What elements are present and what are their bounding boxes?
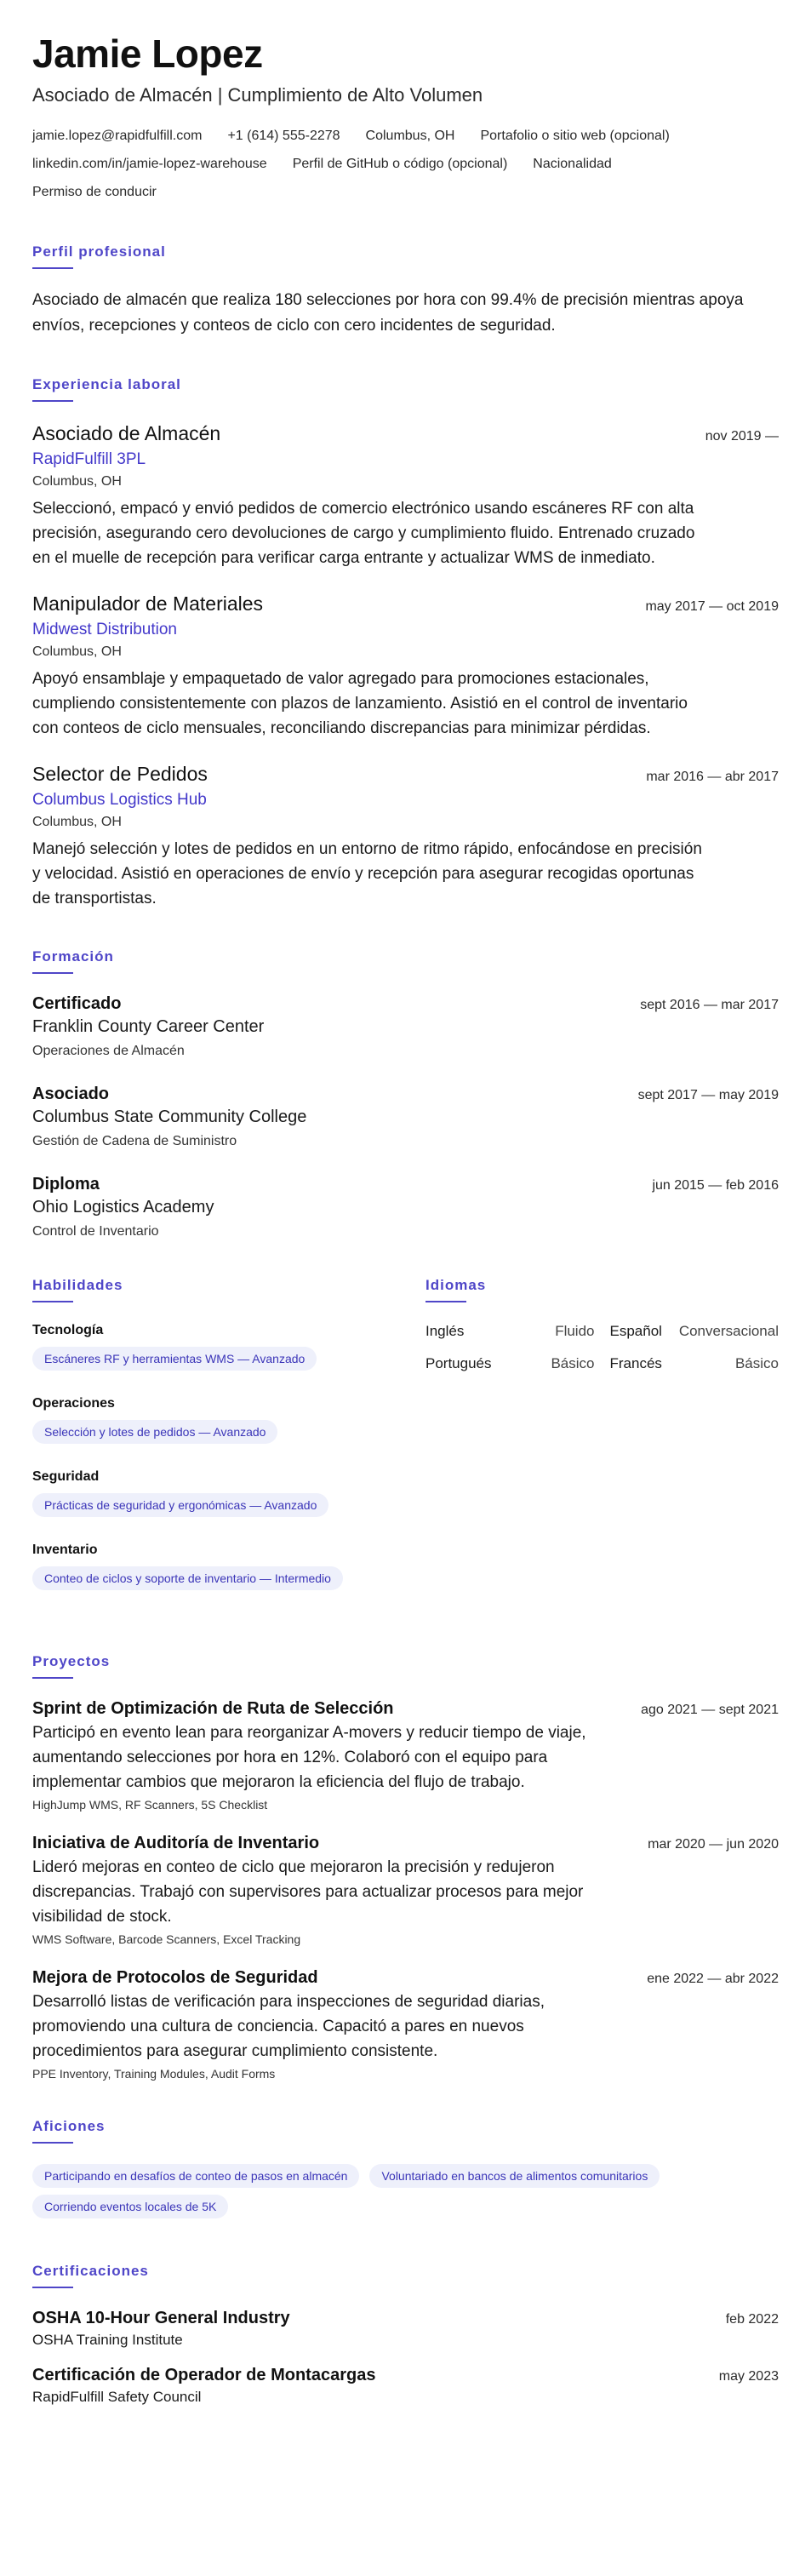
education-field: Gestión de Cadena de Suministro [32, 1133, 237, 1148]
section-title: Proyectos [32, 1652, 111, 1669]
skill-group [32, 1323, 425, 1377]
hobby-pill: Participando en desafíos de conteo de pasos en almacén [32, 2164, 359, 2188]
language-item [425, 1323, 595, 1340]
education-section [32, 948, 779, 1239]
job-location: Columbus, OH [32, 473, 122, 489]
section-divider [32, 2142, 73, 2144]
experience-section [32, 376, 779, 911]
section-divider [425, 1301, 466, 1302]
job-location: Columbus, OH [32, 814, 122, 829]
language-level: Básico [734, 1354, 779, 1371]
skill-pill: Selección y lotes de pedidos — Avanzado [32, 1420, 277, 1444]
skill-group [32, 1469, 425, 1524]
education-entry [32, 1175, 779, 1239]
hobby-pill: Corriendo eventos locales de 5K [32, 2195, 228, 2218]
language-item [425, 1355, 595, 1372]
education-school: Ohio Logistics Academy [32, 1197, 214, 1216]
skill-pill: Prácticas de seguridad y ergonómicas — Avanzado [32, 1493, 328, 1517]
certification-date: feb 2022 [725, 2311, 779, 2327]
section-title: Aficiones [32, 2117, 106, 2134]
contact-email[interactable]: jamie.lopez@rapidfulfill.com [32, 128, 203, 143]
education-school: Columbus State Community College [32, 1107, 307, 1126]
contact-linkedin[interactable]: linkedin.com/in/jamie-lopez-warehouse [32, 156, 267, 171]
job-description: Manejó selección y lotes de pedidos en un entorno de ritmo rápido, enfocándose en precisión y velocidad. Asistió en operaciones de envío y recepción para asegurar recogidas oportunas de transportistas. [32, 839, 702, 907]
education-school: Franklin County Career Center [32, 1016, 265, 1036]
certification-issuer: RapidFulfill Safety Council [32, 2388, 202, 2405]
candidate-name: Jamie Lopez [32, 31, 263, 76]
section-divider [32, 1677, 73, 1679]
summary-text: Asociado de almacén que realiza 180 selecciones por hora con 99.4% de precisión mientras apoya envíos, recepciones y conteos de ciclo con cero incidentes de seguridad. [32, 290, 744, 335]
job-company: Midwest Distribution [32, 620, 177, 638]
job-description: Apoyó ensamblaje y empaquetado de valor agregado para promociones estacionales, cumpliendo consistentemente con plazos de lanzamiento. Asistió en el control de inventario con conteos de ciclo mensuales, reconciliando discrepancias para minimizar pérdidas. [32, 669, 688, 737]
project-dates: ene 2022 — abr 2022 [647, 1971, 779, 1986]
certification-name: OSHA 10-Hour General Industry [32, 2308, 290, 2327]
language-name: Español [609, 1322, 662, 1339]
project-tools: PPE Inventory, Training Modules, Audit Forms [32, 2066, 276, 2081]
section-divider [32, 1301, 73, 1302]
language-list [425, 1323, 779, 1372]
summary-section [32, 243, 779, 339]
language-level: Conversacional [678, 1322, 779, 1339]
contact-github[interactable]: Perfil de GitHub o código (opcional) [292, 156, 508, 171]
language-item [610, 1355, 780, 1372]
education-dates: sept 2016 — mar 2017 [640, 997, 779, 1012]
education-degree: Certificado [32, 993, 122, 1013]
project-description: Participó en evento lean para reorganizar A-movers y reducir tiempo de viaje, aumentando selecciones por hora en 12%. Colaboró con el equipo para implementar cambios que mejoraron la eficiencia del flujo de trabajo. [32, 1723, 586, 1791]
certification-name: Certificación de Operador de Montacargas [32, 2365, 376, 2384]
education-field: Operaciones de Almacén [32, 1043, 185, 1058]
job-title: Asociado de Almacén [32, 421, 221, 444]
language-level: Básico [551, 1354, 595, 1371]
education-degree: Diploma [32, 1174, 100, 1194]
project-title: Sprint de Optimización de Ruta de Selección [32, 1698, 394, 1718]
job-entry [32, 763, 779, 911]
project-title: Iniciativa de Auditoría de Inventario [32, 1833, 320, 1852]
contact-nationality: Nacionalidad [533, 156, 612, 171]
language-item [610, 1323, 780, 1340]
certification-entry [32, 2366, 779, 2406]
section-divider [32, 972, 73, 974]
skill-pill: Conteo de ciclos y soporte de inventario — Intermedio [32, 1566, 343, 1590]
education-field: Control de Inventario [32, 1223, 159, 1239]
section-title: Formación [32, 947, 114, 965]
hobby-pill: Voluntariado en bancos de alimentos comunitarios [369, 2164, 660, 2188]
skill-category: Seguridad [32, 1468, 100, 1484]
job-company: Columbus Logistics Hub [32, 790, 207, 809]
section-title: Perfil profesional [32, 243, 166, 260]
education-entry [32, 1085, 779, 1149]
skills-languages-row [32, 1277, 779, 1616]
project-entry [32, 1699, 779, 1812]
section-title: Experiencia laboral [32, 375, 181, 392]
contact-list [32, 122, 779, 206]
job-title: Selector de Pedidos [32, 762, 208, 785]
project-description: Lideró mejoras en conteo de ciclo que mejoraron la precisión y redujeron discrepancias. Trabajó con supervisores para actualizar procesos para mejor visibilidad de stock. [32, 1858, 584, 1926]
education-dates: sept 2017 — may 2019 [637, 1087, 779, 1102]
language-level: Fluido [555, 1322, 595, 1339]
section-title: Idiomas [425, 1276, 487, 1293]
certifications-section [32, 2263, 779, 2406]
job-dates: mar 2016 — abr 2017 [646, 769, 779, 784]
education-dates: jun 2015 — feb 2016 [652, 1177, 779, 1193]
section-divider [32, 267, 73, 269]
job-description: Seleccionó, empacó y envió pedidos de comercio electrónico usando escáneres RF con alta precisión, asegurando cero devoluciones de cargo y cumplimiento fluido. Entrenado cruzado en el muelle de recepción para verificar carga entrante y actualizar WMS de inmediato. [32, 499, 695, 567]
job-dates: nov 2019 — [705, 428, 779, 444]
section-divider [32, 400, 73, 402]
certification-issuer: OSHA Training Institute [32, 2331, 183, 2348]
contact-location: Columbus, OH [365, 128, 455, 143]
skill-group [32, 1396, 425, 1451]
job-entry [32, 422, 779, 570]
language-name: Francés [609, 1354, 662, 1371]
resume-header [32, 32, 779, 206]
contact-phone[interactable]: +1 (614) 555-2278 [227, 128, 340, 143]
languages-section [425, 1277, 779, 1616]
skill-group [32, 1543, 425, 1597]
project-dates: mar 2020 — jun 2020 [648, 1836, 779, 1852]
skill-category: Operaciones [32, 1395, 115, 1411]
hobbies-section [32, 2118, 779, 2225]
project-tools: HighJump WMS, RF Scanners, 5S Checklist [32, 1797, 268, 1812]
project-entry [32, 1968, 779, 2081]
project-tools: WMS Software, Barcode Scanners, Excel Tracking [32, 1932, 301, 1946]
projects-section [32, 1653, 779, 2081]
project-title: Mejora de Protocolos de Seguridad [32, 1967, 318, 1987]
hobby-list [32, 2164, 779, 2225]
certification-entry [32, 2309, 779, 2349]
job-company: RapidFulfill 3PL [32, 449, 146, 468]
skill-category: Tecnología [32, 1322, 104, 1337]
certification-date: may 2023 [718, 2368, 779, 2384]
section-title: Habilidades [32, 1276, 123, 1293]
section-title: Certificaciones [32, 2262, 149, 2279]
candidate-headline: Asociado de Almacén | Cumplimiento de Alto Volumen [32, 83, 483, 106]
language-name: Inglés [425, 1322, 465, 1339]
language-name: Portugués [425, 1354, 492, 1371]
education-entry [32, 994, 779, 1059]
education-degree: Asociado [32, 1084, 110, 1103]
project-description: Desarrolló listas de verificación para inspecciones de seguridad diarias, promoviendo una cultura de conciencia. Capacitó a pares en nuevos procedimientos para asegurar cumplimiento consistente. [32, 1992, 545, 2060]
contact-portfolio[interactable]: Portafolio o sitio web (opcional) [480, 128, 670, 143]
skill-pill: Escáneres RF y herramientas WMS — Avanzado [32, 1347, 317, 1371]
section-divider [32, 2287, 73, 2288]
skill-category: Inventario [32, 1542, 98, 1557]
project-entry [32, 1834, 779, 1946]
job-entry [32, 592, 779, 741]
job-dates: may 2017 — oct 2019 [645, 598, 779, 614]
job-location: Columbus, OH [32, 644, 122, 659]
project-dates: ago 2021 — sept 2021 [641, 1702, 779, 1717]
contact-driving-license: Permiso de conducir [32, 184, 157, 199]
job-title: Manipulador de Materiales [32, 592, 264, 615]
skills-section [32, 1277, 425, 1616]
